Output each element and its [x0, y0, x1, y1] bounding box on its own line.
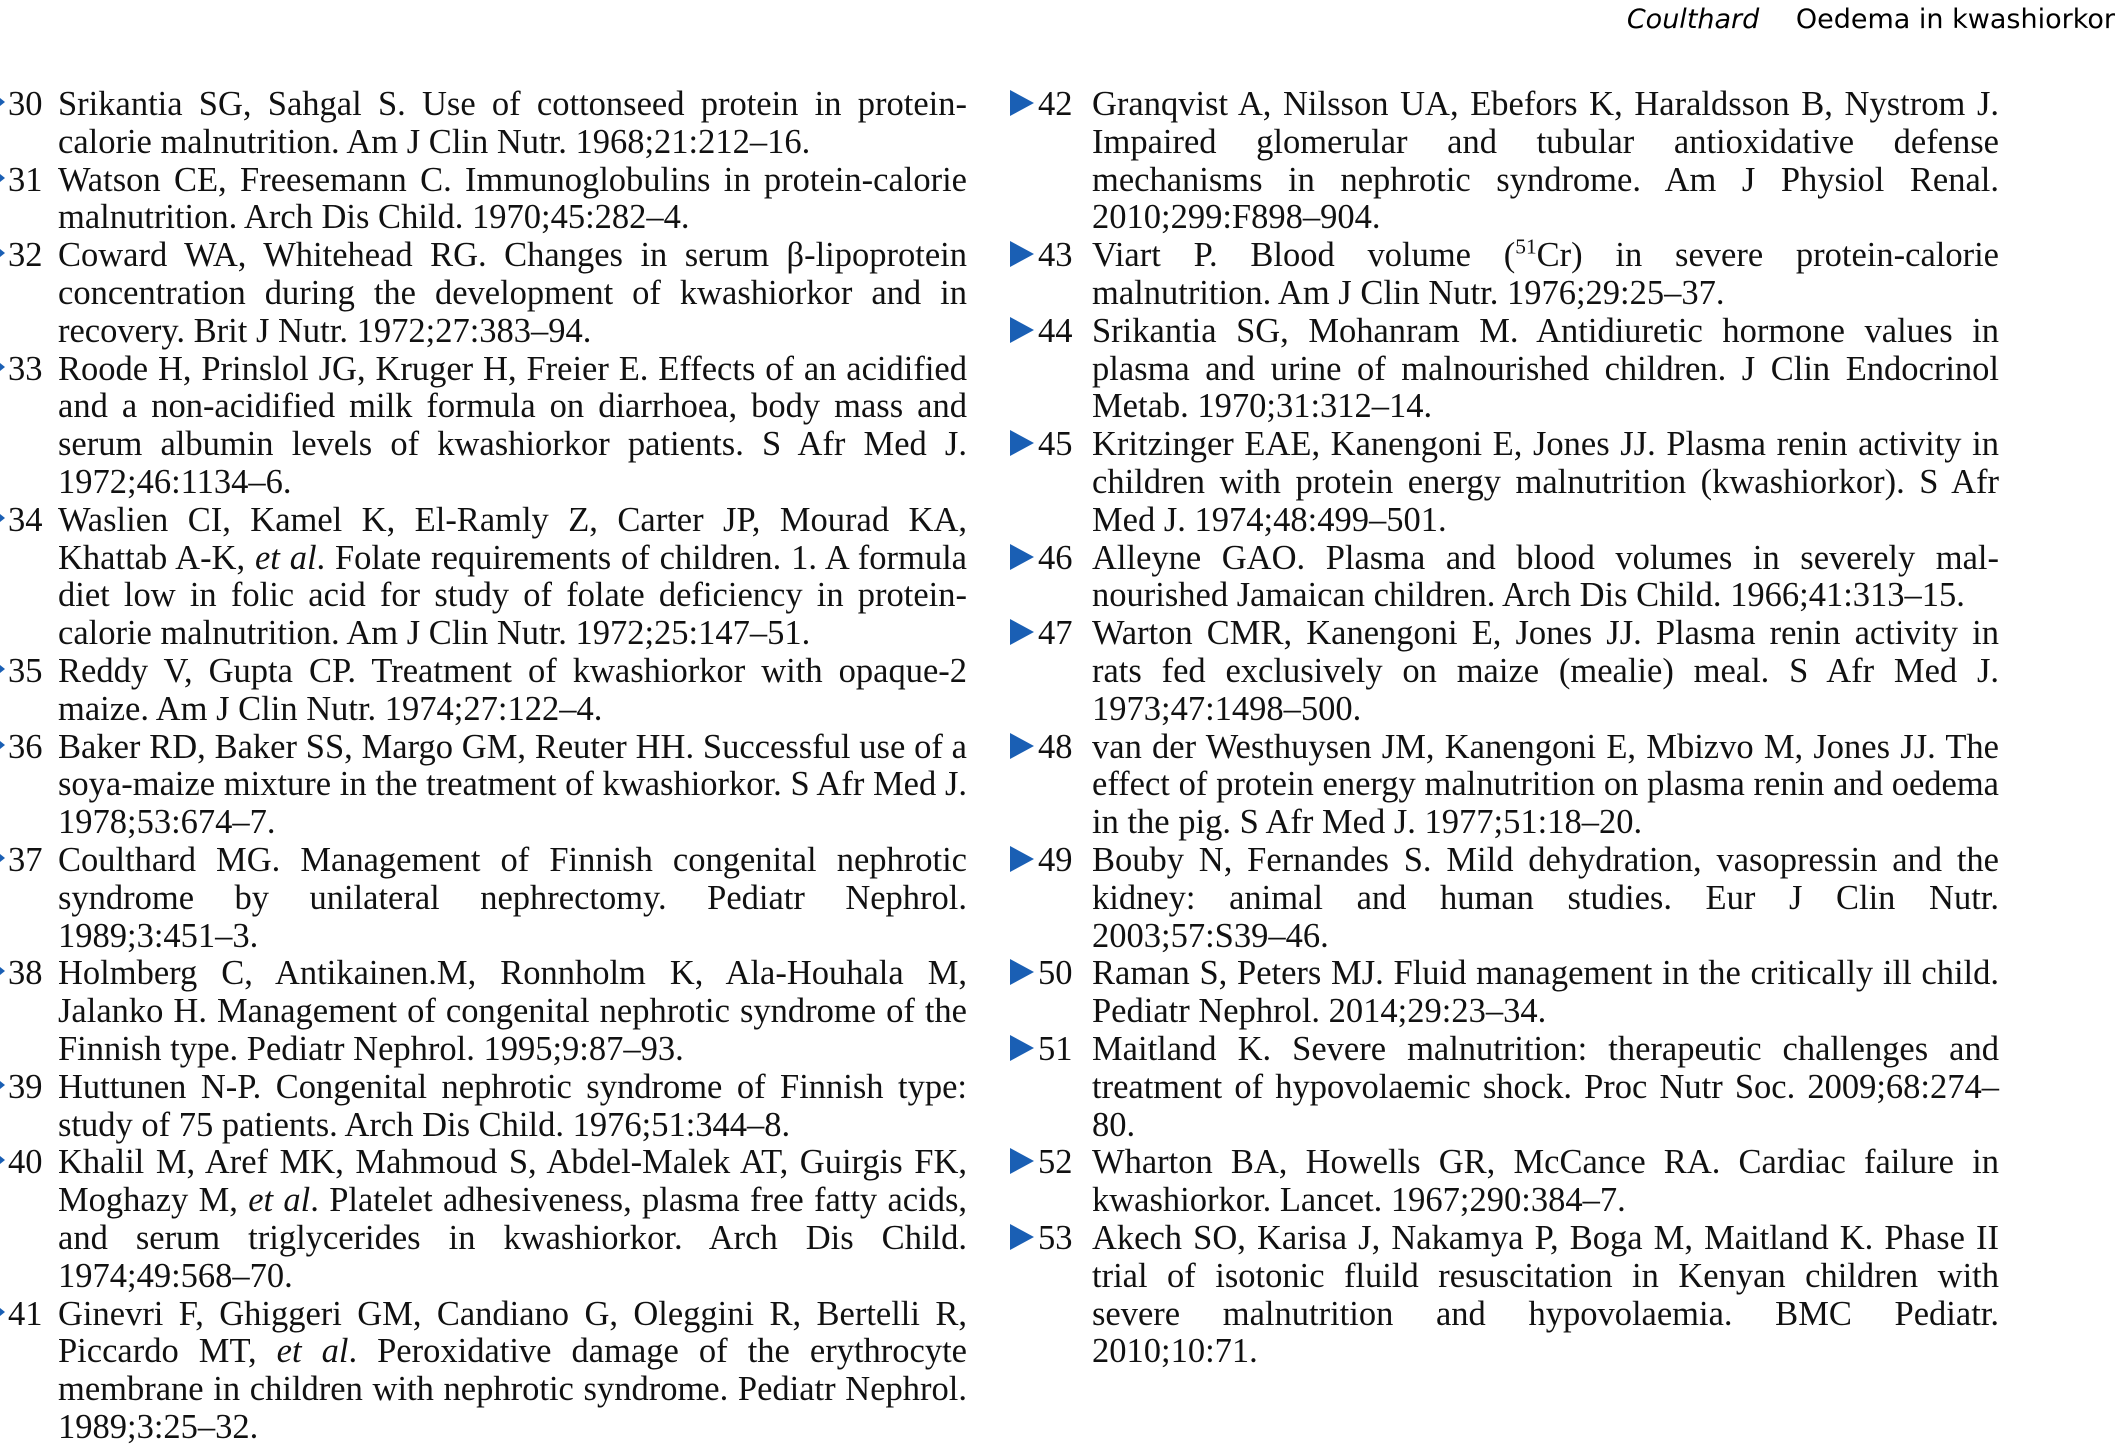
- reference-number: 45: [1038, 425, 1073, 464]
- et-al-text: et al: [276, 1332, 349, 1371]
- reference-number: 34: [8, 500, 43, 539]
- reference-number: 33: [8, 349, 43, 388]
- reference-number: 40: [8, 1143, 43, 1182]
- reference-text: Kritzinger EAE, Kanengoni E, Jones JJ. Plasma renin activity in children with protein energy malnutrition (kwashiorkor). S Afr Med J. 1974;48:499–501.: [1092, 425, 1999, 539]
- reference-text: Akech SO, Karisa J, Nakamya P, Boga M, Maitland K. Phase II trial of isotonic fluild resuscitation in Kenyan children with severe malnutrition and hypovolaemia. BMC Pediatr. 2010;10:71.: [1092, 1218, 1999, 1371]
- reference-text: Wharton BA, Howells GR, McCance RA. Cardiac failure in kwashiorkor. Lancet. 1967;290:384–7.: [1092, 1143, 1999, 1220]
- reference-item: [1010, 842, 1999, 955]
- reference-text: Baker RD, Baker SS, Margo GM, Reuter HH. Successful use of a soya-maize mixture in the treatment of kwashiorkor. S Afr Med J. 1978;53:674–7.: [58, 727, 967, 842]
- reference-text: Maitland K. Severe malnutrition: therapeutic challenges and treatment of hypovolaemic shock. Proc Nutr Soc. 2009;68:274–80.: [1092, 1029, 1999, 1144]
- reference-item: [0, 1296, 967, 1447]
- reference-item: [1010, 313, 1999, 426]
- running-header-author: Coulthard: [1626, 4, 1760, 35]
- reference-link-tick-icon[interactable]: [0, 174, 5, 182]
- reference-link-arrow-icon[interactable]: [1010, 90, 1034, 116]
- reference-number: 38: [8, 954, 43, 993]
- reference-text: Ginevri F, Ghiggeri GM, Candiano G, Oleggini R, Bertelli R, Piccardo MT, et al. Peroxidative damage of the erythrocyte membrane in children with nephrotic syndrome. Pediatr Nephrol. 1989;3:25–32.: [58, 1294, 967, 1446]
- reference-number: 41: [8, 1294, 43, 1333]
- reference-text: Khalil M, Aref MK, Mahmoud S, Abdel-Malek AT, Guirgis FK, Moghazy M, et al. Platelet adhesiveness, plasma free fatty acids, and serum triglycerides in kwashiorkor. Arch Dis Child. 1974;49:568–70.: [58, 1143, 967, 1295]
- reference-link-arrow-icon[interactable]: [1010, 1224, 1034, 1250]
- et-al-text: et al: [254, 538, 317, 577]
- reference-number: 39: [8, 1067, 43, 1106]
- reference-link-tick-icon[interactable]: [0, 1156, 5, 1164]
- reference-item: [1010, 955, 1999, 1031]
- reference-number: 31: [8, 160, 43, 199]
- reference-link-arrow-icon[interactable]: [1010, 959, 1034, 985]
- reference-link-tick-icon[interactable]: [0, 249, 5, 257]
- reference-link-tick-icon[interactable]: [0, 514, 5, 522]
- reference-text: Waslien CI, Kamel K, El-Ramly Z, Carter JP, Mourad KA, Khattab A-K, et al. Folate requirements of children. 1. A formula diet low in folic acid for study of folate deficiency in protein-calorie malnutrition. Am J Clin Nutr. 1972;25:147–51.: [58, 500, 967, 653]
- reference-number: 32: [8, 236, 43, 275]
- reference-link-tick-icon[interactable]: [0, 665, 5, 673]
- reference-list-left: [0, 86, 967, 1447]
- reference-link-arrow-icon[interactable]: [1010, 544, 1034, 570]
- reference-text: Srikantia SG, Sahgal S. Use of cottonseed protein in protein-calorie malnutrition. Am J Clin Nutr. 1968;21:212–16.: [58, 85, 967, 161]
- reference-item: [1010, 86, 1999, 237]
- reference-item: [0, 729, 967, 842]
- reference-number: 42: [1038, 85, 1073, 123]
- reference-item: [1010, 1220, 1999, 1371]
- reference-number: 35: [8, 651, 43, 690]
- reference-number: 51: [1038, 1029, 1073, 1068]
- reference-item: [0, 1144, 967, 1295]
- reference-item: [0, 351, 967, 502]
- reference-text: Alleyne GAO. Plasma and blood volumes in severely mal-nourished Jamaican children. Arch Dis Child. 1966;41:313–15.: [1092, 538, 1999, 615]
- reference-link-arrow-icon[interactable]: [1010, 619, 1034, 645]
- reference-number: 37: [8, 840, 43, 879]
- reference-item: [0, 653, 967, 729]
- reference-item: [1010, 729, 1999, 842]
- reference-number: 30: [8, 85, 43, 123]
- reference-text: van der Westhuysen JM, Kanengoni E, Mbizvo M, Jones JJ. The effect of protein energy malnutrition on plasma renin and oedema in the pig. S Afr Med J. 1977;51:18–20.: [1092, 727, 1999, 842]
- reference-link-arrow-icon[interactable]: [1010, 733, 1034, 759]
- reference-text: Coward WA, Whitehead RG. Changes in serum β-lipoprotein concentration during the development of kwashiorkor and in recovery. Brit J Nutr. 1972;27:383–94.: [58, 236, 967, 350]
- reference-link-tick-icon[interactable]: [0, 98, 5, 106]
- reference-link-arrow-icon[interactable]: [1010, 430, 1034, 456]
- reference-item: [0, 842, 967, 955]
- reference-text: Granqvist A, Nilsson UA, Ebefors K, Haraldsson B, Nystrom J. Impaired glomerular and tubular antioxidative defense mechanisms in nephrotic syndrome. Am J Physiol Renal. 2010;299:F898–904.: [1092, 85, 1999, 237]
- reference-link-tick-icon[interactable]: [0, 363, 5, 371]
- reference-text: Roode H, Prinslol JG, Kruger H, Freier E. Effects of an acidified and a non-acidified milk formula on diarrhoea, body mass and serum albumin levels of kwashiorkor patients. S Afr Med J. 1972;46:1134–6.: [58, 349, 967, 501]
- reference-item: [0, 86, 967, 162]
- reference-link-arrow-icon[interactable]: [1010, 1148, 1034, 1174]
- reference-text: Holmberg C, Antikainen.M, Ronnholm K, Ala-Houhala M, Jalanko H. Management of congenital nephrotic syndrome of the Finnish type. Pediatr Nephrol. 1995;9:87–93.: [58, 954, 967, 1068]
- reference-link-arrow-icon[interactable]: [1010, 1035, 1034, 1061]
- et-al-text: et al: [248, 1181, 311, 1220]
- reference-text: Huttunen N-P. Congenital nephrotic syndrome of Finnish type: study of 75 patients. Arch Dis Child. 1976;51:344–8.: [58, 1067, 967, 1144]
- reference-text: Viart P. Blood volume ($^{51}$Cr) in severe protein-calorie malnutrition. Am J Clin Nutr. 1976;29:25–37.: [1092, 234, 1999, 312]
- reference-number: 53: [1038, 1218, 1073, 1257]
- reference-number: 36: [8, 727, 43, 766]
- running-header-title: Oedema in kwashiorkor: [1795, 4, 2115, 35]
- reference-link-tick-icon[interactable]: [0, 741, 5, 749]
- reference-item: [1010, 1144, 1999, 1220]
- reference-item: [1010, 615, 1999, 728]
- reference-link-tick-icon[interactable]: [0, 854, 5, 862]
- reference-text: Bouby N, Fernandes S. Mild dehydration, vasopressin and the kidney: animal and human studies. Eur J Clin Nutr. 2003;57:S39–46.: [1092, 840, 1999, 955]
- reference-text: Watson CE, Freesemann C. Immunoglobulins in protein-calorie malnutrition. Arch Dis Child. 1970;45:282–4.: [58, 160, 967, 237]
- reference-number: 44: [1038, 311, 1073, 350]
- running-header: [1627, 4, 2115, 35]
- reference-link-tick-icon[interactable]: [0, 967, 5, 975]
- reference-link-tick-icon[interactable]: [0, 1308, 5, 1316]
- reference-item: [0, 502, 967, 653]
- reference-number: 50: [1038, 954, 1073, 993]
- reference-item: [0, 955, 967, 1068]
- reference-link-tick-icon[interactable]: [0, 1081, 5, 1089]
- reference-text: Coulthard MG. Management of Finnish congenital nephrotic syndrome by unilateral nephrectomy. Pediatr Nephrol. 1989;3:451–3.: [58, 840, 967, 955]
- reference-item: [0, 237, 967, 350]
- reference-number: 43: [1038, 236, 1073, 275]
- reference-number: 48: [1038, 727, 1073, 766]
- reference-item: [1010, 1031, 1999, 1144]
- reference-number: 46: [1038, 538, 1073, 577]
- reference-text: Reddy V, Gupta CP. Treatment of kwashiorkor with opaque-2 maize. Am J Clin Nutr. 1974;27:122–4.: [58, 651, 967, 728]
- reference-text: Srikantia SG, Mohanram M. Antidiuretic hormone values in plasma and urine of malnourished children. J Clin Endocrinol Metab. 1970;31:312–14.: [1092, 311, 1999, 426]
- reference-link-arrow-icon[interactable]: [1010, 241, 1034, 267]
- reference-list-right: [1010, 86, 1999, 1371]
- reference-text: Warton CMR, Kanengoni E, Jones JJ. Plasma renin activity in rats fed exclusively on maize (mealie) meal. S Afr Med J. 1973;47:1498–500.: [1092, 614, 1999, 728]
- reference-number: 52: [1038, 1143, 1073, 1182]
- reference-link-arrow-icon[interactable]: [1010, 846, 1034, 872]
- reference-number: 47: [1038, 614, 1073, 653]
- reference-item: [1010, 234, 1999, 313]
- reference-item: [0, 1069, 967, 1145]
- reference-item: [1010, 540, 1999, 616]
- reference-item: [1010, 426, 1999, 539]
- reference-number: 49: [1038, 840, 1073, 879]
- reference-item: [0, 162, 967, 238]
- reference-text: Raman S, Peters MJ. Fluid management in the critically ill child. Pediatr Nephrol. 2014;29:23–34.: [1092, 954, 1999, 1031]
- reference-link-arrow-icon[interactable]: [1010, 317, 1034, 343]
- superscript-text: 51: [1515, 234, 1537, 259]
